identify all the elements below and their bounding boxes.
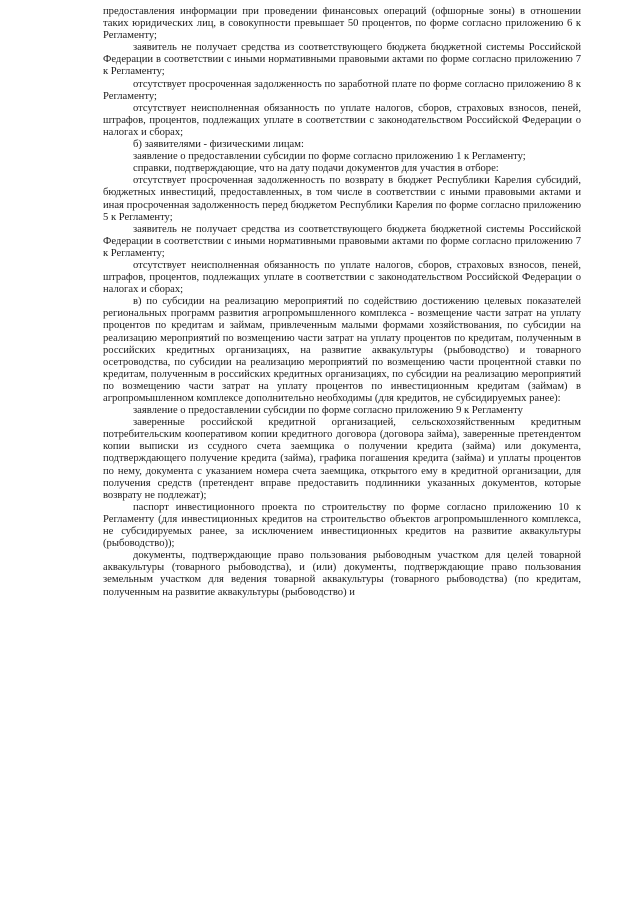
paragraph: документы, подтверждающие право пользования рыбоводным участком для целей товарной аквакультуры (товарного рыбоводства), и (или) документы, подтверждающие право пользования земельным участком для ведения товарной аквакультуры (товарного рыбоводства) (по кредитам, полученным на развитие аквакультуры (рыбоводство) и: [103, 550, 581, 598]
paragraph: заявитель не получает средства из соответствующего бюджета бюджетной системы Российской Федерации в соответствии с иными нормативными правовыми актами по форме согласно приложению 7 к Регламенту;: [103, 42, 581, 78]
paragraph: предоставления информации при проведении финансовых операций (офшорные зоны) в отношении таких юридических лиц, в совокупности превышает 50 процентов, по форме согласно приложению 6 к Регламенту;: [103, 6, 581, 42]
paragraph: отсутствует неисполненная обязанность по уплате налогов, сборов, страховых взносов, пеней, штрафов, процентов, подлежащих уплате в соответствии с законодательством Российской Федерации о налогах и сборах;: [103, 102, 581, 138]
paragraph: отсутствует неисполненная обязанность по уплате налогов, сборов, страховых взносов, пеней, штрафов, процентов, подлежащих уплате в соответствии с законодательством Российской Федерации о налогах и сборах;: [103, 259, 581, 296]
paragraph: заявление о предоставлении субсидии по форме согласно приложению 9 к Регламенту: [133, 405, 523, 417]
paragraph: паспорт инвестиционного проекта по строительству по форме согласно приложению 10 к Регламенту (для инвестиционных кредитов на строительство объектов агропромышленного комплекса, не субсидируемых ранее, за исключением инвестиционных кредитов на развитие аквакультуры (рыбоводство));: [103, 501, 581, 550]
paragraph: б) заявителями - физическими лицам:: [133, 139, 304, 151]
paragraph: заявитель не получает средства из соответствующего бюджета бюджетной системы Российской Федерации в соответствии с иными нормативными правовыми актами по форме согласно приложению 7 к Регламенту;: [103, 223, 581, 259]
document-page: [103, 6, 581, 599]
paragraph: заверенные российской кредитной организацией, сельскохозяйственным кредитным потребительским кооперативом копии кредитного договора (договора займа), заверенные претендентом копии выписки из ссудного счета заемщика о получении кредита (займа) или документа, подтверждающего получение кредита (займа), графика погашения кредита (займа) и уплаты процентов по нему, документа с указанием номера счета заемщика, открытого ему в кредитной организации, для получения средств (претендент вправе предоставить подлинники указанных документов, которые возврату не подлежат);: [103, 417, 581, 501]
paragraph: отсутствует просроченная задолженность по возврату в бюджет Республики Карелия субсидий, бюджетных инвестиций, предоставленных, в том числе в соответствии с иными правовыми актами и иная просроченная задолженность перед бюджетом Республики Карелия по форме согласно приложению 5 к Регламенту;: [103, 175, 581, 223]
paragraph: заявление о предоставлении субсидии по форме согласно приложению 1 к Регламенту;: [133, 151, 526, 163]
paragraph: справки, подтверждающие, что на дату подачи документов для участия в отборе:: [133, 163, 499, 175]
paragraph: отсутствует просроченная задолженность по заработной плате по форме согласно приложению 8 к Регламенту;: [103, 78, 581, 102]
paragraph: в) по субсидии на реализацию мероприятий по содействию достижению целевых показателей региональных программ развития агропромышленного комплекса - возмещение части затрат на уплату процентов по кредитам и займам, привлеченным малыми формами хозяйствования, по субсидии на реализацию мероприятий по возмещению части затрат на уплату процентов по кредитам, полученным в российских кредитных организациях, на развитие аквакультуры (рыбоводство) и товарного осетроводства, по субсидии на реализацию мероприятий по возмещению части процентной ставки по кредитам, полученным в российских кредитных организациях, по субсидии на реализацию мероприятий по возмещению части затрат на уплату процентов по инвестиционным кредитам (займам) в агропромышленном комплексе дополнительно необходимы (для кредитов, не субсидируемых ранее):: [103, 296, 581, 404]
